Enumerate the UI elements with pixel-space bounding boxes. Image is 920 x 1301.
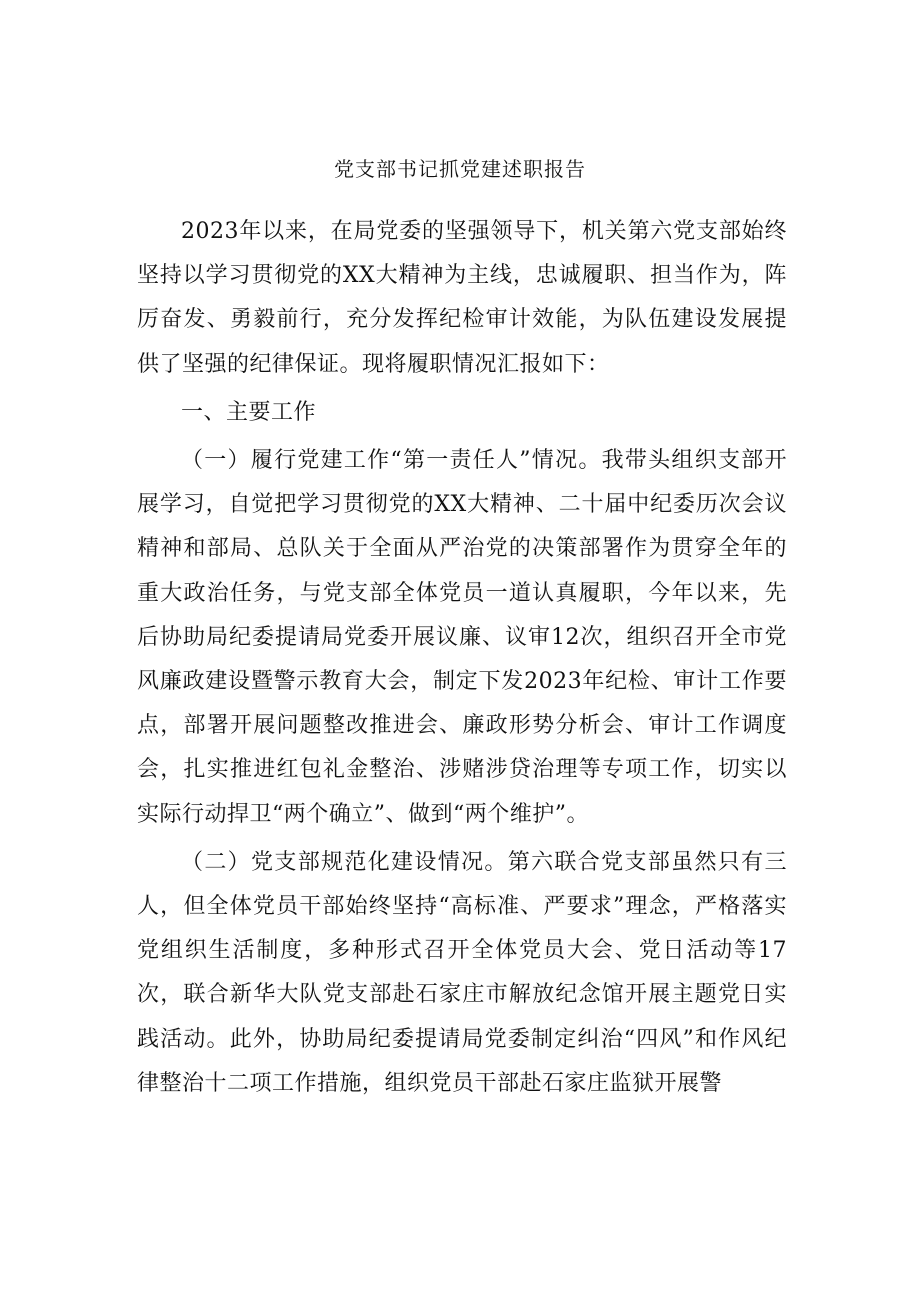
document-body — [137, 210, 787, 1106]
item-2-paragraph: （二）党支部规范化建设情况。第六联合党支部虽然只有三人，但全体党员干部始终坚持“高标准、严要求”理念，严格落实党组织生活制度，多种形式召开全体党员大会、党日活动等17次，联合新华大队党支部赴石家庄市解放纪念馆开展主题党日实践活动。此外，协助局纪委提请局党委制定纠治“四风”和作风纪律整治十二项工作措施，组织党员干部赴石家庄监狱开展警 — [137, 849, 787, 1096]
section-heading: 一、主要工作 — [181, 399, 317, 425]
item-1-paragraph: （一）履行党建工作“第一责任人”情况。我带头组织支部开展学习，自觉把学习贯彻党的XX大精神、二十届中纪委历次会议精神和部局、总队关于全面从严治党的决策部署作为贯穿全年的重大政治任务，与党支部全体党员一道认真履职，今年以来，先后协助局纪委提请局党委开展议廉、议审12次，组织召开全市党风廉政建设暨警示教育大会，制定下发2023年纪检、审计工作要点，部署开展问题整改推进会、廉政形势分析会、审计工作调度会，扎实推进红包礼金整治、涉赌涉贷治理等专项工作，切实以实际行动捍卫“两个确立”、做到“两个维护”。 — [137, 448, 787, 827]
intro-paragraph: 2023年以来，在局党委的坚强领导下，机关第六党支部始终坚持以学习贯彻党的XX大精神为主线，忠诚履职、担当作为，阵厉奋发、勇毅前行，充分发挥纪检审计效能，为队伍建设发展提供了坚强的纪律保证。现将履职情况汇报如下： — [137, 219, 787, 377]
document-title: 党支部书记抓党建述职报告 — [334, 157, 586, 181]
